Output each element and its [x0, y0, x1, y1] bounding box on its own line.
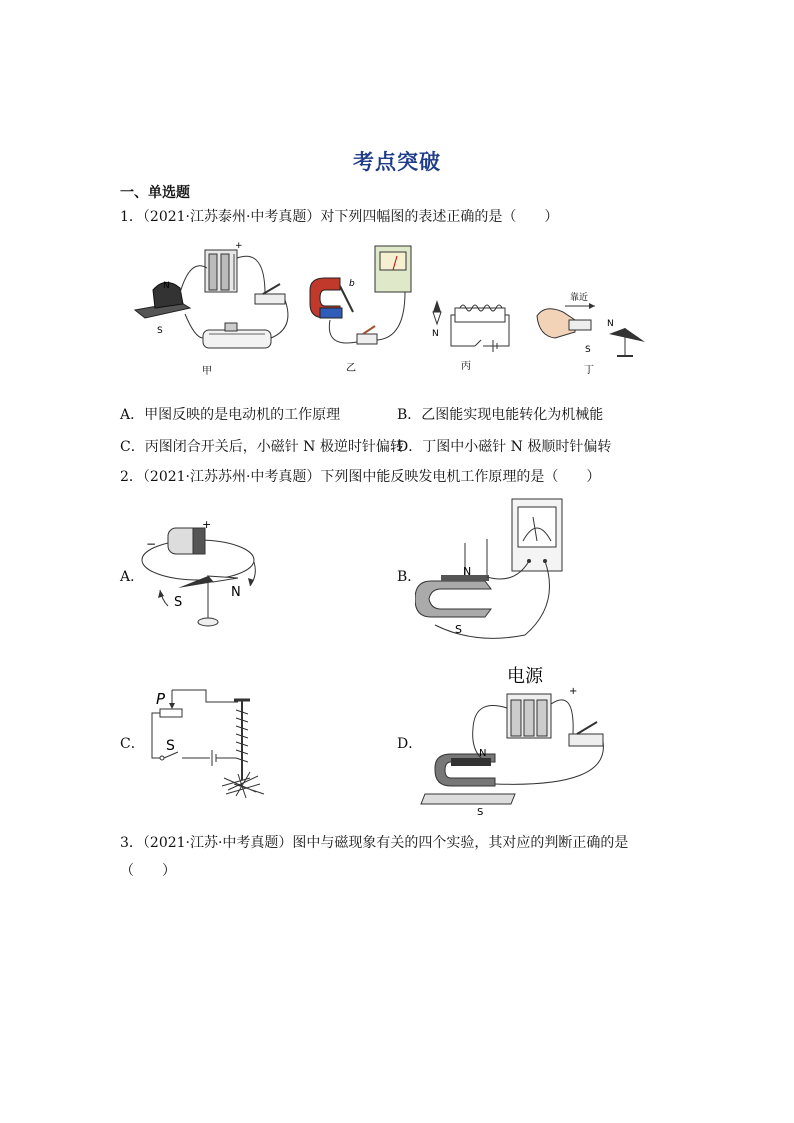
question-3-stem: 3．（2021·江苏·中考真题）图中与磁现象有关的四个实验，其对应的判断正确的是	[120, 835, 629, 851]
q2-figure-c	[138, 680, 278, 805]
label-s-a: S	[174, 595, 183, 610]
plus-sign-a: +	[202, 518, 212, 531]
label-s: S	[157, 326, 163, 336]
label-power: 电源	[507, 666, 543, 687]
q2-figure-a	[138, 510, 268, 635]
fig-label-jia: 甲	[202, 366, 212, 377]
question-1-stem: 1．（2021·江苏泰州·中考真题）对下列四幅图的表述正确的是（ ）	[120, 209, 559, 225]
label-s-d: S	[477, 807, 484, 818]
plus-sign: +	[235, 241, 243, 251]
figure-bing	[432, 300, 509, 352]
label-s-c: S	[166, 738, 175, 754]
q2-figure-d	[415, 658, 625, 818]
label-n-b: N	[463, 565, 472, 578]
q2-option-b-label: B．	[397, 569, 422, 585]
fig-label-yi: 乙	[346, 363, 356, 374]
question-3-stem-line2: （ ）	[120, 863, 176, 879]
label-p: P	[156, 690, 166, 708]
figure-yi	[310, 246, 411, 344]
question-2-stem: 2．（2021·江苏苏州·中考真题）下列图中能反映发电机工作原理的是（ ）	[120, 469, 601, 485]
label-s-ding: S	[585, 345, 591, 355]
fig-label-ding: 丁	[584, 365, 594, 376]
q1-option-b: B．乙图能实现电能转化为机械能	[397, 407, 604, 423]
plus-sign-d: +	[569, 686, 578, 697]
page-title: 考点突破	[353, 149, 441, 174]
q2-figure-b	[415, 495, 575, 645]
q2-option-a-label: A．	[120, 569, 145, 585]
label-n-a: N	[231, 585, 241, 600]
label-n-ding: N	[607, 319, 614, 329]
question-1-figures	[125, 238, 665, 378]
q1-option-d: D．丁图中小磁针 N 极顺时针偏转	[397, 439, 612, 455]
figure-jia	[135, 241, 288, 348]
section-heading: 一、单选题	[120, 185, 190, 201]
label-n-compass: N	[432, 329, 439, 339]
fig-label-bing: 丙	[461, 361, 471, 372]
minus-sign: −	[146, 537, 157, 551]
label-b: b	[349, 279, 355, 289]
label-n: N	[163, 281, 170, 291]
figure-ding	[537, 291, 645, 356]
q1-option-a: A．甲图反映的是电动机的工作原理	[120, 407, 341, 423]
label-s-b: S	[455, 623, 462, 636]
q1-option-c: C．丙图闭合开关后，小磁针 N 极逆时针偏转	[120, 439, 404, 455]
q2-option-c-label: C．	[120, 736, 145, 752]
q2-option-d-label: D．	[397, 736, 423, 752]
label-n-d: N	[479, 748, 487, 759]
label-approach: 靠近	[570, 293, 589, 303]
